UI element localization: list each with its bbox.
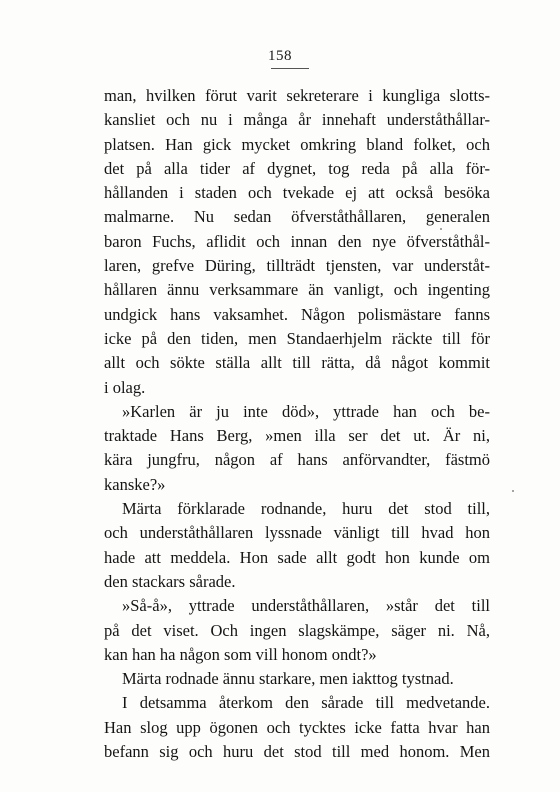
text-line: kan han ha någon som vill honom ondt?» <box>104 644 377 664</box>
body-text <box>104 84 490 764</box>
text-line: befann sig och huru det stod till med honom. Men <box>104 742 490 762</box>
text-line: undgick hans vaksamhet. Någon polismästare fanns <box>104 304 490 324</box>
text-line: malmarne. Nu sedan öfverståthållaren, generalen <box>104 207 490 227</box>
text-line: den stackars sårade. <box>104 571 236 591</box>
text-line: och underståthållaren lyssnade vänligt till hvad hon <box>104 523 490 543</box>
text-line: baron Fuchs, aflidit och innan den nye öfverståthål- <box>104 231 490 251</box>
text-line: kanske?» <box>104 474 166 494</box>
paper-speck <box>512 490 514 492</box>
text-line: hållaren ännu verksammare än vanligt, och ingenting <box>104 280 490 300</box>
text-line: allt och sökte ställa allt till rätta, då något kommit <box>104 353 490 373</box>
page-number: 158 <box>268 48 292 64</box>
paper-speck <box>440 228 442 230</box>
text-line: »Karlen är ju inte död», yttrade han och be- <box>122 401 490 421</box>
text-line: kansliet och nu i många år innehaft underståthållar- <box>104 110 490 130</box>
text-line: i olag. <box>104 377 146 397</box>
text-line: hållanden i staden och tvekade ej att också besöka <box>104 183 490 203</box>
page-number-rule <box>271 68 309 69</box>
text-line: platsen. Han gick mycket omkring bland folket, och <box>104 134 490 154</box>
text-line: »Så-å», yttrade underståthållaren, »står det till <box>122 596 490 616</box>
text-line: hade att meddela. Hon sade allt godt hon kunde om <box>104 547 490 567</box>
text-line: kära jungfru, någon af hans anförvandter, fästmö <box>104 450 490 470</box>
text-line: Märta förklarade rodnande, huru det stod till, <box>122 499 490 519</box>
text-line: traktade Hans Berg, »men illa ser det ut. Är ni, <box>104 426 490 446</box>
text-line: I detsamma återkom den sårade till medvetande. <box>122 693 490 713</box>
text-line: man, hvilken förut varit sekreterare i kungliga slotts- <box>104 86 490 105</box>
text-line: laren, grefve Düring, tillträdt tjensten, var underståt- <box>104 256 490 276</box>
text-line: Han slog upp ögonen och tycktes icke fatta hvar han <box>104 717 490 737</box>
text-line: Märta rodnade ännu starkare, men iakttog tystnad. <box>122 669 454 689</box>
text-line: icke på den tiden, men Standaerhjelm räckte till för <box>104 328 490 348</box>
text-line: på det viset. Och ingen slagskämpe, säger ni. Nå, <box>104 620 490 640</box>
text-line: det på alla tider af dygnet, tog reda på alla för- <box>104 158 490 178</box>
